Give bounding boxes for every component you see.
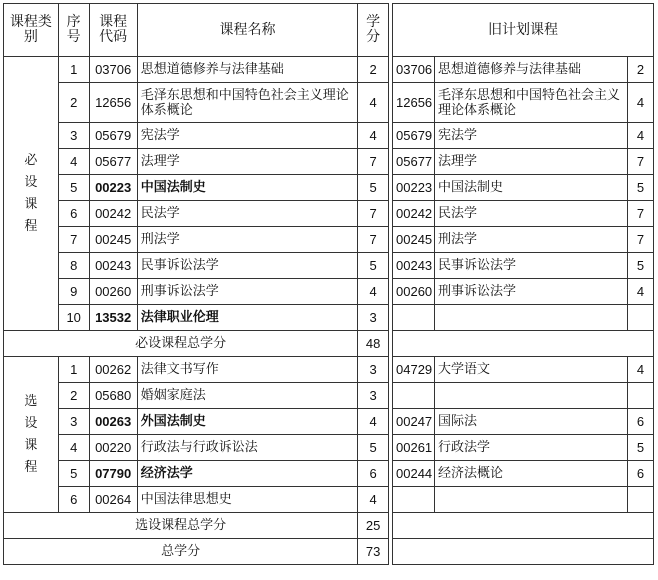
category-elective-text: 选设课程 [24, 393, 38, 475]
name-cell: 宪法学 [137, 123, 357, 149]
credits-cell: 5 [358, 253, 389, 279]
name-cell: 民法学 [137, 201, 357, 227]
old-credits-cell: 5 [628, 175, 654, 201]
required-total-credits: 48 [358, 331, 389, 357]
code-cell: 00220 [89, 435, 137, 461]
grand-total-credits: 73 [358, 539, 389, 565]
old-code-cell: 00245 [393, 227, 435, 253]
old-code-cell: 00261 [393, 435, 435, 461]
old-code-cell: 00243 [393, 253, 435, 279]
table-row [4, 487, 389, 513]
old-required-section [393, 57, 654, 331]
code-cell: 05680 [89, 383, 137, 409]
code-cell: 00223 [89, 175, 137, 201]
table-row [4, 305, 389, 331]
old-table-row [393, 83, 654, 123]
header-credits: 学分 [358, 4, 389, 57]
old-blank-cell [393, 331, 654, 357]
credits-cell: 2 [358, 57, 389, 83]
name-cell: 民事诉讼法学 [137, 253, 357, 279]
seq-cell: 4 [58, 149, 89, 175]
old-table-row [393, 435, 654, 461]
old-credits-cell: 7 [628, 227, 654, 253]
name-cell: 外国法制史 [137, 409, 357, 435]
old-credits-cell: 2 [628, 57, 654, 83]
old-credits-cell: 4 [628, 83, 654, 123]
old-elective-section [393, 357, 654, 513]
header-code: 课程代码 [89, 4, 137, 57]
elective-total-label: 选设课程总学分 [4, 513, 358, 539]
old-table-row [393, 149, 654, 175]
name-cell: 刑法学 [137, 227, 357, 253]
credits-cell: 6 [358, 461, 389, 487]
seq-cell: 1 [58, 357, 89, 383]
code-cell: 13532 [89, 305, 137, 331]
name-cell: 婚姻家庭法 [137, 383, 357, 409]
elective-section [4, 357, 389, 513]
old-code-cell: 05677 [393, 149, 435, 175]
old-name-cell: 经济法概论 [435, 461, 628, 487]
old-credits-cell: 5 [628, 253, 654, 279]
credits-cell: 5 [358, 175, 389, 201]
credits-cell: 4 [358, 123, 389, 149]
old-table-row [393, 461, 654, 487]
old-table-row [393, 357, 654, 383]
grand-total-label: 总学分 [4, 539, 358, 565]
old-table-row [393, 57, 654, 83]
seq-cell: 1 [58, 57, 89, 83]
table-row [4, 409, 389, 435]
required-total-row [4, 331, 389, 357]
credits-cell: 7 [358, 227, 389, 253]
code-cell: 00242 [89, 201, 137, 227]
category-required [4, 57, 59, 331]
old-table-row [393, 487, 654, 513]
table-row [4, 357, 389, 383]
old-plan-header: 旧计划课程 [393, 4, 654, 57]
old-name-cell: 毛泽东思想和中国特色社会主义理论体系概论 [435, 83, 628, 123]
old-required-total-row [393, 331, 654, 357]
old-blank-cell [393, 513, 654, 539]
old-credits-cell: 4 [628, 123, 654, 149]
old-name-cell: 行政法学 [435, 435, 628, 461]
header-seq: 序号 [58, 4, 89, 57]
old-credits-cell: 7 [628, 201, 654, 227]
name-cell: 思想道德修养与法律基础 [137, 57, 357, 83]
old-table-row [393, 305, 654, 331]
old-table-row [393, 227, 654, 253]
old-table-row [393, 201, 654, 227]
table-row [4, 279, 389, 305]
seq-cell: 6 [58, 487, 89, 513]
credits-cell: 7 [358, 201, 389, 227]
seq-cell: 5 [58, 175, 89, 201]
old-credits-cell: 5 [628, 435, 654, 461]
name-cell: 经济法学 [137, 461, 357, 487]
old-blank-cell [393, 539, 654, 565]
seq-cell: 7 [58, 227, 89, 253]
old-table-row [393, 409, 654, 435]
name-cell: 法理学 [137, 149, 357, 175]
grand-total-row [4, 539, 389, 565]
seq-cell: 4 [58, 435, 89, 461]
name-cell: 中国法律思想史 [137, 487, 357, 513]
required-total-label: 必设课程总学分 [4, 331, 358, 357]
old-name-cell: 刑法学 [435, 227, 628, 253]
old-code-cell: 04729 [393, 357, 435, 383]
table-row [4, 253, 389, 279]
code-cell: 03706 [89, 57, 137, 83]
old-credits-cell: 4 [628, 357, 654, 383]
credits-cell: 3 [358, 383, 389, 409]
old-table-row [393, 383, 654, 409]
table-row [4, 83, 389, 123]
code-cell: 00260 [89, 279, 137, 305]
header-row [4, 4, 389, 57]
seq-cell: 2 [58, 83, 89, 123]
credits-cell: 4 [358, 487, 389, 513]
new-plan-table [3, 3, 389, 565]
old-name-cell: 法理学 [435, 149, 628, 175]
old-name-cell: 国际法 [435, 409, 628, 435]
old-credits-cell [628, 305, 654, 331]
table-row [4, 149, 389, 175]
old-code-cell: 00247 [393, 409, 435, 435]
old-name-cell: 民事诉讼法学 [435, 253, 628, 279]
credits-cell: 4 [358, 83, 389, 123]
old-name-cell: 民法学 [435, 201, 628, 227]
credits-cell: 5 [358, 435, 389, 461]
old-credits-cell [628, 383, 654, 409]
table-row [4, 435, 389, 461]
old-code-cell: 12656 [393, 83, 435, 123]
old-header-row [393, 4, 654, 57]
name-cell: 法律职业伦理 [137, 305, 357, 331]
code-cell: 00243 [89, 253, 137, 279]
seq-cell: 8 [58, 253, 89, 279]
required-section [4, 57, 389, 331]
name-cell: 中国法制史 [137, 175, 357, 201]
code-cell: 12656 [89, 83, 137, 123]
code-cell: 05679 [89, 123, 137, 149]
old-code-cell [393, 383, 435, 409]
credits-cell: 7 [358, 149, 389, 175]
old-code-cell: 00242 [393, 201, 435, 227]
old-code-cell [393, 487, 435, 513]
name-cell: 法律文书写作 [137, 357, 357, 383]
code-cell: 00263 [89, 409, 137, 435]
seq-cell: 9 [58, 279, 89, 305]
old-name-cell: 大学语文 [435, 357, 628, 383]
old-credits-cell: 6 [628, 409, 654, 435]
header-category: 课程类别 [4, 4, 59, 57]
old-plan-table [392, 3, 654, 565]
name-cell: 毛泽东思想和中国特色社会主义理论体系概论 [137, 83, 357, 123]
old-code-cell: 00260 [393, 279, 435, 305]
credits-cell: 4 [358, 279, 389, 305]
old-name-cell: 宪法学 [435, 123, 628, 149]
old-name-cell: 刑事诉讼法学 [435, 279, 628, 305]
elective-total-row [4, 513, 389, 539]
old-credits-cell [628, 487, 654, 513]
credits-cell: 4 [358, 409, 389, 435]
old-name-cell [435, 305, 628, 331]
header-name: 课程名称 [137, 4, 357, 57]
credits-cell: 3 [358, 357, 389, 383]
table-row [4, 123, 389, 149]
old-table-row [393, 123, 654, 149]
table-row [4, 383, 389, 409]
old-code-cell: 03706 [393, 57, 435, 83]
code-cell: 07790 [89, 461, 137, 487]
old-code-cell: 00223 [393, 175, 435, 201]
name-cell: 刑事诉讼法学 [137, 279, 357, 305]
old-name-cell [435, 383, 628, 409]
code-cell: 00264 [89, 487, 137, 513]
category-required-text: 必设课程 [24, 152, 38, 234]
seq-cell: 10 [58, 305, 89, 331]
old-name-cell [435, 487, 628, 513]
old-grand-total-row [393, 539, 654, 565]
old-code-cell [393, 305, 435, 331]
category-elective [4, 357, 59, 513]
table-row [4, 201, 389, 227]
old-credits-cell: 4 [628, 279, 654, 305]
table-row [4, 57, 389, 83]
table-row [4, 461, 389, 487]
old-table-row [393, 253, 654, 279]
seq-cell: 5 [58, 461, 89, 487]
seq-cell: 3 [58, 123, 89, 149]
table-row [4, 175, 389, 201]
old-credits-cell: 6 [628, 461, 654, 487]
old-name-cell: 思想道德修养与法律基础 [435, 57, 628, 83]
table-row [4, 227, 389, 253]
code-cell: 00262 [89, 357, 137, 383]
seq-cell: 2 [58, 383, 89, 409]
old-table-row [393, 175, 654, 201]
old-table-row [393, 279, 654, 305]
elective-total-credits: 25 [358, 513, 389, 539]
code-cell: 00245 [89, 227, 137, 253]
seq-cell: 6 [58, 201, 89, 227]
old-code-cell: 05679 [393, 123, 435, 149]
old-credits-cell: 7 [628, 149, 654, 175]
seq-cell: 3 [58, 409, 89, 435]
code-cell: 05677 [89, 149, 137, 175]
credits-cell: 3 [358, 305, 389, 331]
name-cell: 行政法与行政诉讼法 [137, 435, 357, 461]
old-code-cell: 00244 [393, 461, 435, 487]
old-elective-total-row [393, 513, 654, 539]
old-name-cell: 中国法制史 [435, 175, 628, 201]
